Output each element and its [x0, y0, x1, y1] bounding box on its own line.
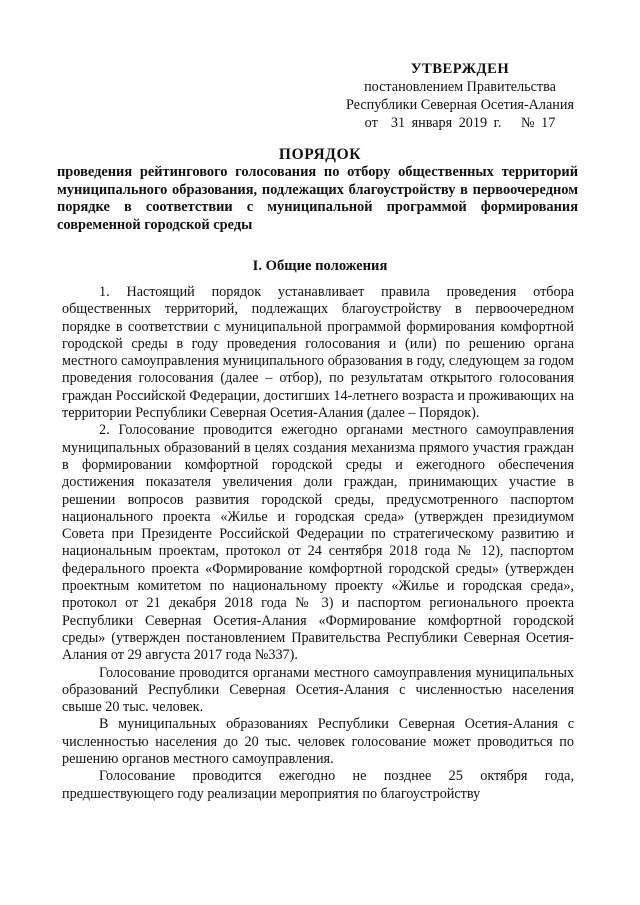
paragraph-5: Голосование проводится ежегодно не позднее 25 октября года, предшествующего году реализации мероприятия по благоустройству: [62, 768, 574, 802]
approval-date: от 31 января 2019 г. № 17: [364, 115, 556, 131]
document-subtitle: проведения рейтингового голосования по отбору общественных территорий муниципального образования, подлежащих благоустройству в первоочередном порядке в соответствии с муниципальной программой формирования современной городской среды: [57, 164, 578, 233]
approval-heading: УТВЕРЖДЕН: [410, 61, 510, 77]
paragraph-3: Голосование проводится органами местного самоуправления муниципальных образований Республики Северная Осетия-Алания с численностью населения свыше 20 тыс. человек.: [62, 664, 574, 716]
approval-line-2: Республики Северная Осетия-Алания: [345, 97, 574, 113]
section-heading: I. Общие положения: [252, 258, 388, 274]
approval-stamp: [330, 60, 590, 132]
document-title: ПОРЯДОК: [278, 146, 362, 163]
paragraph-1: 1. Настоящий порядок устанавливает правила проведения отбора общественных территорий, подлежащих благоустройству в первоочередном порядке в соответствии с муниципальной программой формирования комфортной городской среды в году проведения голосования и (или) по решению органа местного самоуправления муниципального образования в году, следующем за годом проведения голосования (далее – отбор), по результатам открытого голосования граждан Российской Федерации, достигших 14-летнего возраста и проживающих на территории Республики Северная Осетия-Алания (далее – Порядок).: [62, 284, 574, 422]
approval-line-1: постановлением Правительства: [364, 79, 556, 95]
paragraph-2: 2. Голосование проводится ежегодно органами местного самоуправления муниципальных образований в целях создания механизма прямого участия граждан в формировании комфортной городской среды и ежегодного обеспечения достижения показателя увеличения доли граждан, принимающих участие в решении вопросов развития городской среды, предусмотренного паспортом национального проекта «Жилье и городская среда» (утвержден президиумом Совета при Президенте Российской Федерации по стратегическому развитию и национальным проектам, протокол от 24 сентября 2018 года № 12), паспортом федерального проекта «Формирование комфортной городской среды» (утвержден проектным комитетом по национальному проекту «Жилье и городская среда», протокол от 21 декабря 2018 года № 3) и паспортом регионального проекта Республики Северная Осетия-Алания «Формирование комфортной городской среды» (утвержден постановлением Правительства Республики Северная Осетия-Алания от 29 августа 2017 года №337).: [62, 422, 574, 664]
paragraph-4: В муниципальных образованиях Республики Северная Осетия-Алания с численностью населения до 20 тыс. человек голосование может проводиться по решению органов местного самоуправления.: [62, 716, 574, 768]
document-body: [62, 284, 574, 803]
